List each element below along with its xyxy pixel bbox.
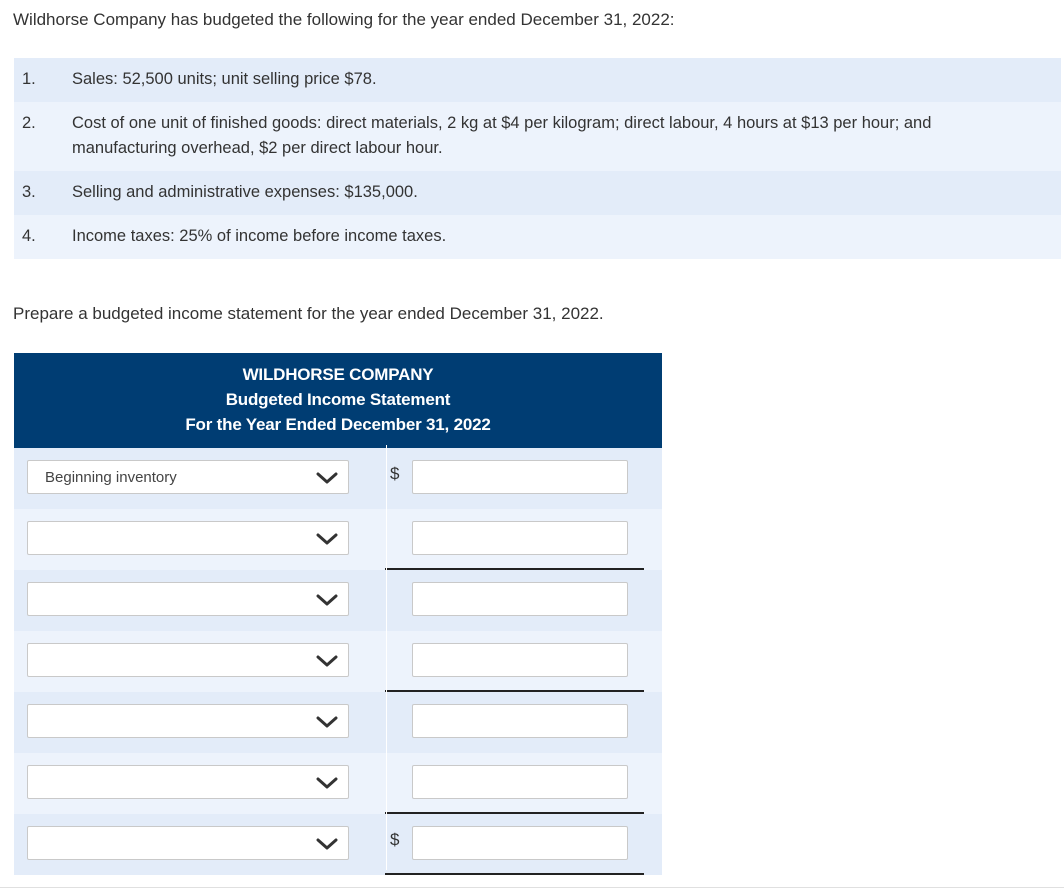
statement-row — [14, 692, 662, 753]
amount-input[interactable] — [412, 521, 628, 555]
item-text: Cost of one unit of finished goods: direct materials, 2 kg at $4 per kilogram; direct labour, 4 hours at $13 per hour; and manufacturing overhead, $2 per direct labour hour. — [72, 114, 932, 157]
list-item — [14, 171, 1061, 215]
given-data-list — [14, 58, 1061, 259]
statement-row — [14, 570, 662, 631]
chevron-down-icon — [316, 654, 338, 668]
list-item — [14, 215, 1061, 259]
divider — [0, 887, 1064, 888]
account-select[interactable] — [27, 460, 349, 494]
item-number: 2. — [22, 114, 36, 132]
income-statement — [14, 353, 662, 875]
item-number: 3. — [22, 183, 36, 201]
item-text: Income taxes: 25% of income before income taxes. — [72, 227, 447, 245]
chevron-down-icon — [316, 837, 338, 851]
dollar-sign: $ — [390, 830, 400, 849]
question-prompt: Prepare a budgeted income statement for the year ended December 31, 2022. — [13, 304, 604, 323]
total-underline — [385, 873, 644, 875]
chevron-down-icon — [316, 776, 338, 790]
chevron-down-icon — [316, 532, 338, 546]
company-name: WILDHORSE COMPANY — [242, 365, 434, 384]
statement-row — [14, 509, 662, 570]
dollar-sign: $ — [390, 464, 400, 483]
amount-input[interactable] — [412, 460, 628, 494]
column-divider — [386, 445, 387, 870]
list-item — [14, 58, 1061, 102]
account-select[interactable] — [27, 826, 349, 860]
account-select-value: Beginning inventory — [45, 469, 177, 486]
list-item — [14, 102, 1061, 171]
item-text: Selling and administrative expenses: $135,000. — [72, 183, 418, 201]
statement-row — [14, 753, 662, 814]
chevron-down-icon — [316, 471, 338, 485]
statement-row — [14, 814, 662, 875]
amount-input[interactable] — [412, 582, 628, 616]
item-number: 4. — [22, 227, 36, 245]
chevron-down-icon — [316, 593, 338, 607]
account-select[interactable] — [27, 643, 349, 677]
amount-input[interactable] — [412, 643, 628, 677]
account-select[interactable] — [27, 765, 349, 799]
account-select[interactable] — [27, 704, 349, 738]
item-number: 1. — [22, 70, 36, 88]
chevron-down-icon — [316, 715, 338, 729]
account-select[interactable] — [27, 521, 349, 555]
intro-text: Wildhorse Company has budgeted the following for the year ended December 31, 2022: — [13, 10, 675, 29]
statement-period: For the Year Ended December 31, 2022 — [185, 415, 491, 434]
statement-row — [14, 448, 662, 509]
statement-title: Budgeted Income Statement — [225, 390, 451, 409]
amount-input[interactable] — [412, 765, 628, 799]
amount-input[interactable] — [412, 826, 628, 860]
item-text: Sales: 52,500 units; unit selling price $78. — [72, 70, 377, 88]
statement-row — [14, 631, 662, 692]
amount-input[interactable] — [412, 704, 628, 738]
statement-header — [14, 353, 662, 448]
account-select[interactable] — [27, 582, 349, 616]
